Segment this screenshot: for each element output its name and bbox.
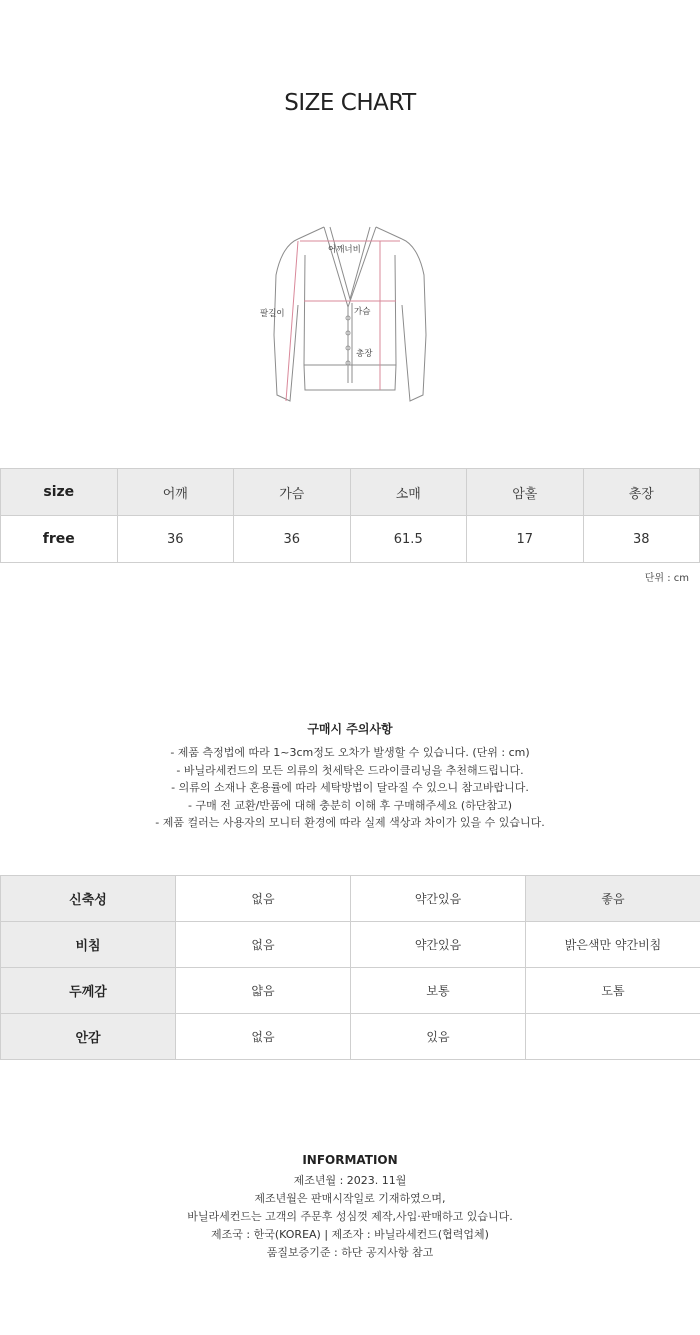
- size-value-chest: 36: [234, 516, 351, 563]
- length-label: 총장: [356, 349, 373, 359]
- size-header-chest: 가슴: [234, 469, 351, 516]
- fabric-option: 있음: [351, 1014, 526, 1060]
- notice-line: - 바닐라세컨드의 모든 의류의 첫세탁은 드라이클리닝을 추천해드립니다.: [176, 763, 524, 777]
- size-value-shoulder: 36: [117, 516, 234, 563]
- fabric-row-stretch: [1, 876, 700, 922]
- fabric-option: 도톰: [526, 968, 700, 1014]
- fabric-option: 밝은색만 약간비침: [526, 922, 700, 968]
- information-line: 품질보증기준 : 하단 공지사항 참고: [266, 1246, 434, 1259]
- fabric-label-thickness: 두께감: [1, 968, 176, 1014]
- fabric-option: 약간있음: [351, 876, 526, 922]
- sleeve-label: 팔길이: [260, 309, 285, 319]
- shoulder-label: 어깨너비: [328, 245, 361, 255]
- information-line: 제조국 : 한국(KOREA) | 제조자 : 바닐라세컨드(협력업체): [211, 1228, 489, 1241]
- fabric-label-stretch: 신축성: [1, 876, 176, 922]
- size-table: [0, 468, 700, 563]
- fabric-label-lining: 안감: [1, 1014, 176, 1060]
- notice-title: 구매시 주의사항: [307, 722, 393, 736]
- fabric-row-sheerness: [1, 922, 700, 968]
- notice-line: - 제품 컬러는 사용자의 모니터 환경에 따라 실제 색상과 차이가 있을 수 있습니다.: [155, 816, 545, 829]
- measure-lines: [286, 241, 400, 401]
- size-value-sleeve: 61.5: [350, 516, 467, 563]
- cardigan-diagram: [250, 215, 450, 415]
- fabric-option: 얇음: [176, 968, 351, 1014]
- chest-label: 가슴: [354, 307, 371, 317]
- fabric-option-selected: 좋음: [526, 876, 700, 922]
- fabric-table: [0, 875, 700, 1060]
- fabric-row-thickness: [1, 968, 700, 1014]
- fabric-option-empty: [526, 1014, 700, 1060]
- size-header-armhole: 암홀: [467, 469, 584, 516]
- unit-note: 단위 : cm: [644, 573, 689, 584]
- size-header-sleeve: 소매: [350, 469, 467, 516]
- information-section: [0, 1153, 700, 1262]
- page-title: SIZE CHART: [284, 90, 416, 116]
- notice-line: - 제품 측정법에 따라 1~3cm정도 오차가 발생할 수 있습니다. (단위 : cm): [170, 746, 530, 759]
- size-value-length: 38: [583, 516, 700, 563]
- size-header-size: size: [1, 469, 118, 516]
- size-value-armhole: 17: [467, 516, 584, 563]
- information-line: 제조년월은 판매시작일로 기재하였으며,: [254, 1192, 446, 1205]
- size-table-header-row: [1, 469, 700, 516]
- size-header-shoulder: 어깨: [117, 469, 234, 516]
- fabric-option: 없음: [176, 922, 351, 968]
- size-header-length: 총장: [583, 469, 700, 516]
- notice-line: - 구매 전 교환/반품에 대해 충분히 이해 후 구매해주세요 (하단참고): [187, 798, 512, 812]
- purchase-notice: [0, 720, 700, 832]
- fabric-option: 없음: [176, 1014, 351, 1060]
- information-title: INFORMATION: [302, 1153, 398, 1167]
- size-table-row: [1, 516, 700, 563]
- information-line: 제조년월 : 2023. 11월: [293, 1174, 407, 1187]
- size-value-size: free: [1, 516, 118, 563]
- fabric-option: 없음: [176, 876, 351, 922]
- fabric-option: 보통: [351, 968, 526, 1014]
- fabric-option: 약간있음: [351, 922, 526, 968]
- fabric-row-lining: [1, 1014, 700, 1060]
- fabric-label-sheerness: 비침: [1, 922, 176, 968]
- notice-line: - 의류의 소재나 혼용률에 따라 세탁방법이 달라질 수 있으니 참고바랍니다.: [171, 781, 529, 794]
- information-line: 바닐라세컨드는 고객의 주문후 성심껏 제작,사입·판매하고 있습니다.: [187, 1210, 513, 1223]
